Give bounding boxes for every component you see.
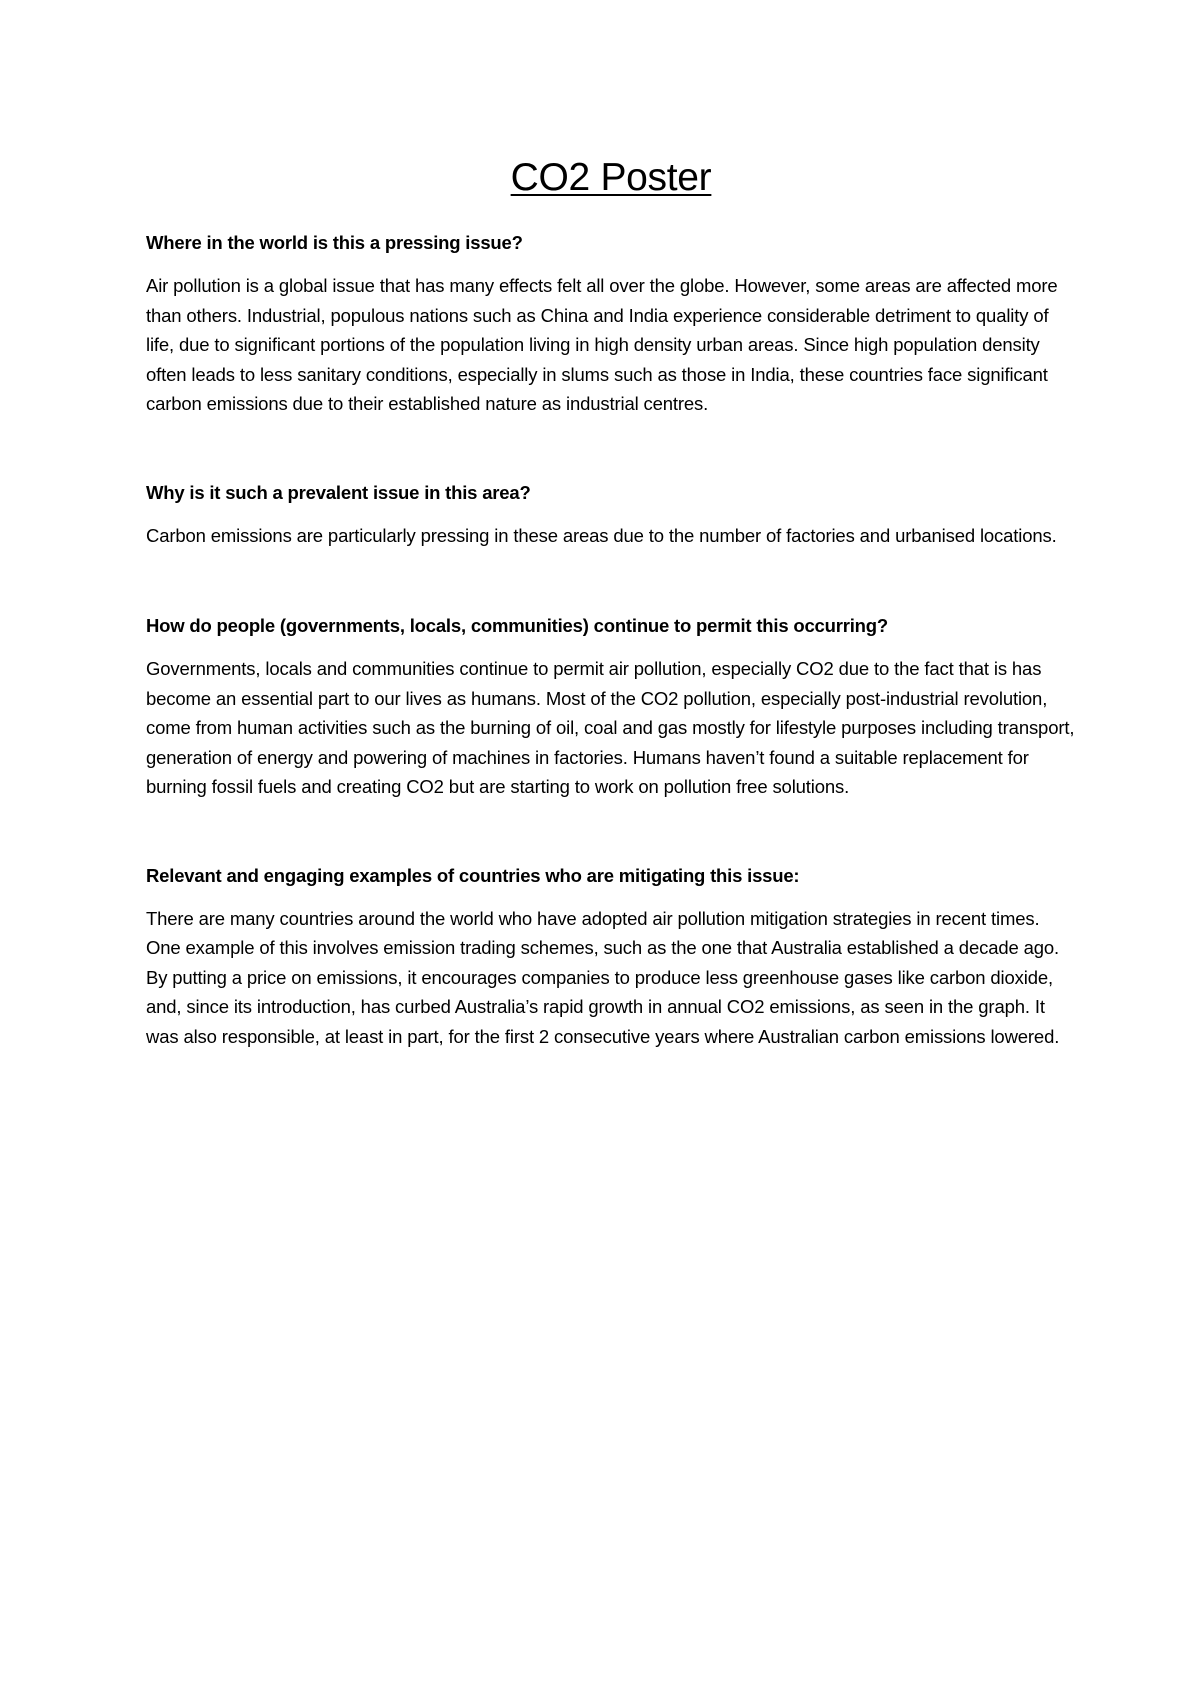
section-paragraph: Carbon emissions are particularly pressing in these areas due to the number of factories and urbanised locations.	[146, 524, 1057, 546]
section-prevalent-issue	[146, 479, 1076, 551]
section-mitigation-examples	[146, 862, 1076, 1052]
section-paragraph: There are many countries around the world who have adopted air pollution mitigation strategies in recent times. One example of this involves emission trading schemes, such as the one that Australia established a decade ago. By putting a price on emissions, it encourages companies to produce less greenhouse gases like carbon dioxide, and, since its introduction, has curbed Australia’s rapid growth in annual CO2 emissions, as seen in the graph. It was also responsible, at least in part, for the first 2 consecutive years where Australian carbon emissions lowered.	[146, 907, 1060, 1047]
section-heading: Relevant and engaging examples of countries who are mitigating this issue:	[146, 864, 800, 886]
document-content	[146, 150, 1076, 1051]
section-permit-occurring	[146, 612, 1076, 802]
section-paragraph: Governments, locals and communities continue to permit air pollution, especially CO2 due to the fact that is has become an essential part to our lives as humans. Most of the CO2 pollution, especially post-industrial revolution, come from human activities such as the burning of oil, coal and gas mostly for lifestyle purposes including transport, generation of energy and powering of machines in factories. Humans haven’t found a suitable replacement for burning fossil fuels and creating CO2 but are starting to work on pollution free solutions.	[146, 658, 1075, 797]
section-heading: Why is it such a prevalent issue in this area?	[146, 481, 531, 503]
section-paragraph: Air pollution is a global issue that has many effects felt all over the globe. However, some areas are affected more than others. Industrial, populous nations such as China and India experience considerable detriment to quality of life, due to significant portions of the population living in high density urban areas. Since high population density often leads to less sanitary conditions, especially in slums such as those in India, these countries face significant carbon emissions due to their established nature as industrial centres.	[146, 275, 1058, 414]
section-heading: Where in the world is this a pressing issue?	[146, 232, 523, 253]
document-title: CO2 Poster	[510, 156, 712, 199]
section-pressing-issue	[146, 229, 1076, 419]
section-heading: How do people (governments, locals, communities) continue to permit this occurring?	[146, 615, 888, 636]
